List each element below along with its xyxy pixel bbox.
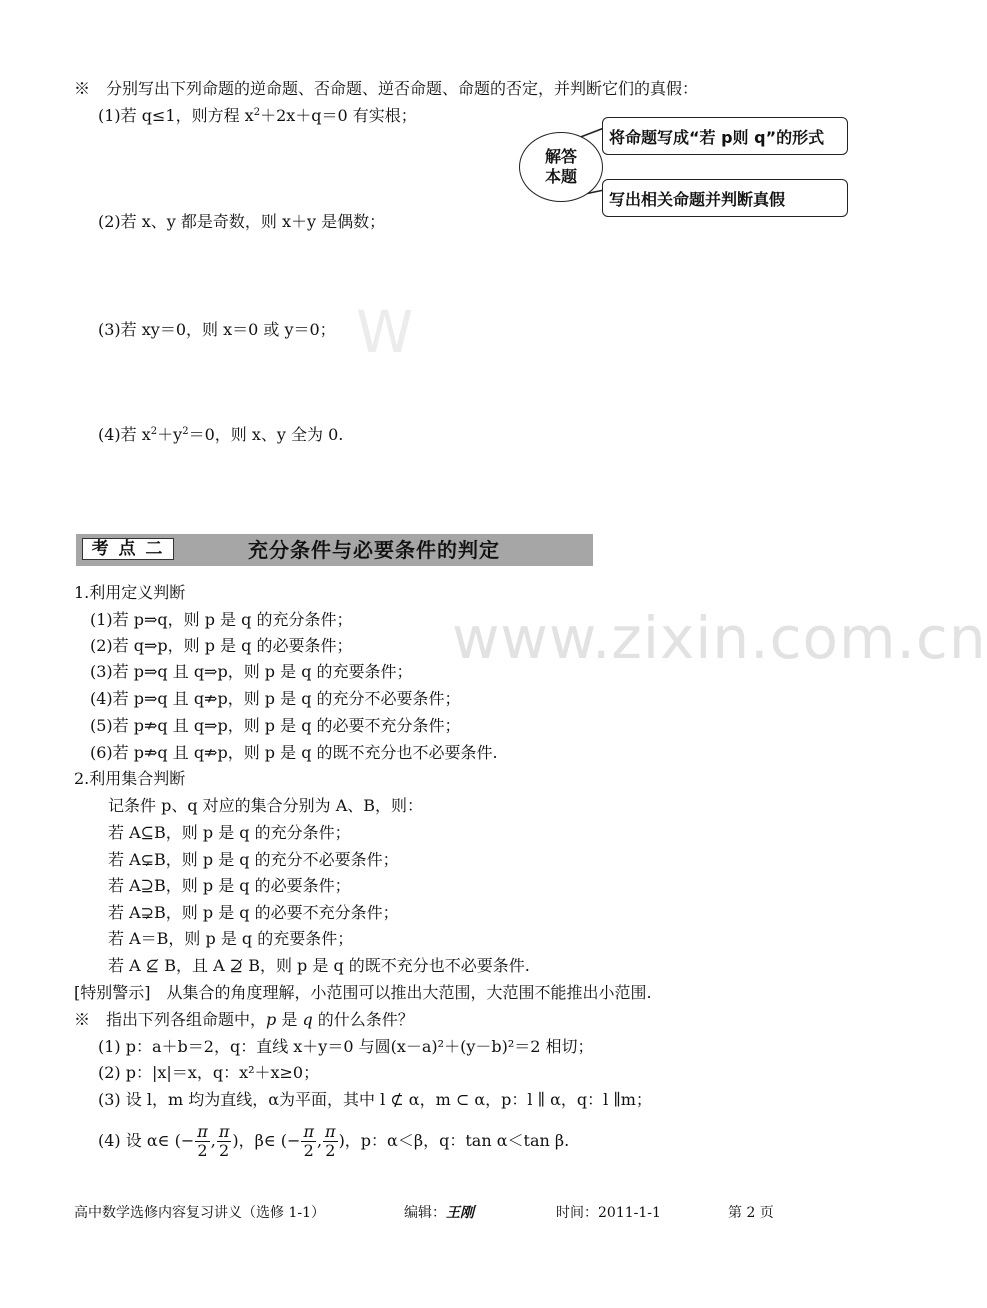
def-6: (6)若 p⇏q 且 q⇏p，则 p 是 q 的既不充分也不必要条件.	[90, 743, 498, 762]
set-line-3: 若 A⊊B，则 p 是 q 的充分不必要条件；	[108, 850, 399, 869]
def-5: (5)若 p⇏q 且 q⇒p，则 p 是 q 的必要不充分条件；	[90, 716, 461, 735]
question-3: (3) 设 l，m 均为直线，α为平面，其中 l ⊄ α，m ⊂ α，p：l ∥ α，q：l ∥m；	[98, 1090, 652, 1109]
fraction-pi-over-2: $\frac{\pi}{2}$	[197, 1122, 208, 1160]
banner-title: 充分条件与必要条件的判定	[248, 538, 500, 562]
fraction-pi-over-2: $\frac{\pi}{2}$	[325, 1122, 336, 1160]
section1-item-3: (3)若 xy＝0，则 x＝0 或 y＝0；	[98, 320, 336, 339]
watermark: www.zixin.com.cn	[452, 604, 987, 672]
question-1: (1) p：a＋b＝2，q：直线 x＋y＝0 与圆(x－a)²＋(y－b)²＝2 相切；	[98, 1037, 594, 1056]
section3-heading: ※ 指出下列各组命题中，p 是 q 的什么条件？	[74, 1010, 414, 1029]
set-line-1: 记条件 p、q 对应的集合分别为 A、B，则：	[108, 796, 424, 815]
method1-heading: 1.利用定义判断	[74, 583, 186, 602]
fraction-pi-over-2: $\frac{\pi}{2}$	[303, 1122, 314, 1160]
section1-item-4: (4)若 $x^2+y^2=0$，则 x、y 全为 0.	[98, 425, 344, 444]
set-line-6: 若 A＝B，则 p 是 q 的充要条件；	[108, 929, 354, 948]
question-4: (4) 设 α∈ (− $\frac{\pi}{2}$ , $\frac{\pi}{2}$ )，β∈ (− $\frac{\pi}{2}$ , $\frac{\pi}{2}$ )，p：α＜β，q：tan α＜tan β.	[98, 1122, 570, 1160]
set-line-4: 若 A⊇B，则 p 是 q 的必要条件；	[108, 876, 351, 895]
step-box-1: 将命题写成“若 p则 q”的形式	[602, 117, 848, 155]
question-2: (2) p：|x|＝x，q：x²＋x≥0；	[98, 1063, 320, 1082]
footer-page: 第 2 页	[728, 1205, 774, 1221]
footer-title: 高中数学选修内容复习讲义（选修 1-1）	[74, 1205, 325, 1221]
section1-item-2: (2)若 x、y 都是奇数，则 x＋y 是偶数；	[98, 212, 386, 231]
step-box-2: 写出相关命题并判断真假	[602, 179, 848, 217]
special-warning: [特别警示] 从集合的角度理解，小范围可以推出大范围，大范围不能推出小范围.	[74, 983, 652, 1002]
watermark-top: W	[356, 298, 414, 366]
def-2: (2)若 q⇒p，则 p 是 q 的必要条件；	[90, 636, 353, 655]
def-1: (1)若 p⇒q，则 p 是 q 的充分条件；	[90, 610, 353, 629]
set-line-2: 若 A⊆B，则 p 是 q 的充分条件；	[108, 823, 351, 842]
circle-line-2: 本题	[544, 167, 577, 186]
banner-tag: 考 点 二	[82, 538, 174, 560]
solution-circle	[519, 132, 603, 202]
circle-line-1: 解答	[544, 147, 577, 166]
method2-heading: 2.利用集合判断	[74, 769, 186, 788]
footer-editor: 编辑：王刚	[404, 1205, 474, 1221]
section-banner	[76, 534, 593, 566]
section1-item-1: (1)若 q≤1，则方程 $x^2+2x+q=0$ 有实根；	[98, 106, 417, 125]
footer-time: 时间：2011-1-1	[556, 1205, 661, 1221]
def-3: (3)若 p⇒q 且 q⇒p，则 p 是 q 的充要条件；	[90, 662, 413, 681]
set-line-5: 若 A⊋B，则 p 是 q 的必要不充分条件；	[108, 903, 399, 922]
set-line-7: 若 A ⊈ B，且 A ⊉ B，则 p 是 q 的既不充分也不必要条件.	[108, 956, 530, 975]
section1-heading: ※ 分别写出下列命题的逆命题、否命题、逆否命题、命题的否定，并判断它们的真假：	[74, 79, 699, 98]
def-4: (4)若 p⇒q 且 q⇏p，则 p 是 q 的充分不必要条件；	[90, 689, 461, 708]
fraction-pi-over-2: $\frac{\pi}{2}$	[218, 1122, 230, 1160]
